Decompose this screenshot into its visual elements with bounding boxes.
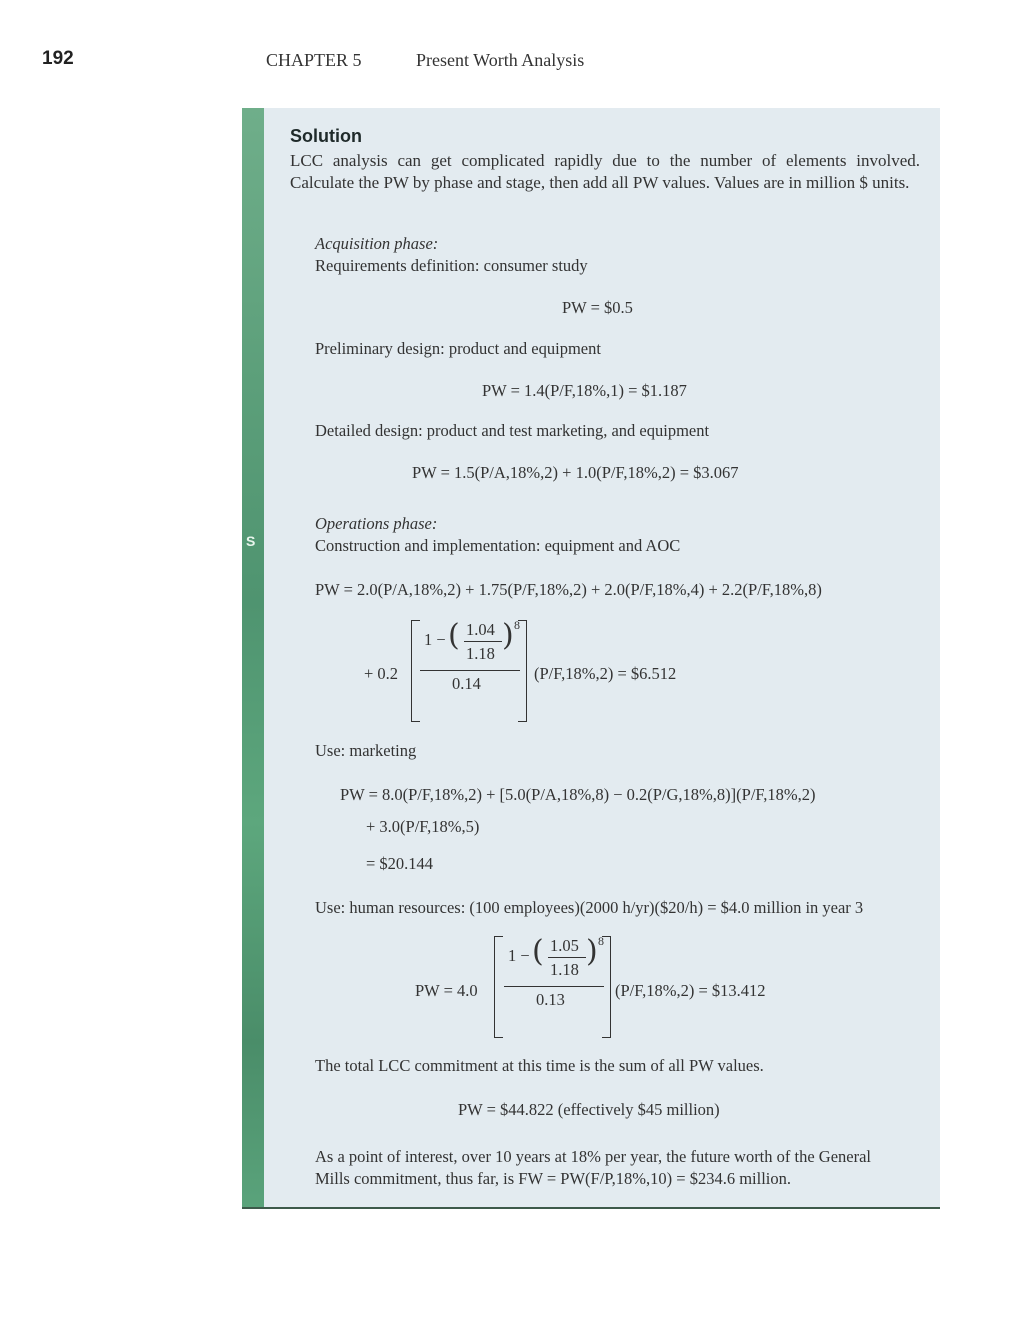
equation-4-right-bracket (518, 620, 527, 722)
equation-6-left-bracket (494, 936, 503, 1038)
equation-4-inner-bar (464, 641, 502, 642)
intro-paragraph: LCC analysis can get complicated rapidly due to the number of elements involved. Calculate the PW by phase and stage, then add all PW values. Values are in million $ units. (290, 151, 920, 192)
acquisition-phase-label: Acquisition phase: (315, 234, 439, 253)
equation-6-tail: (P/F,18%,2) = $13.412 (615, 981, 766, 1000)
requirements-definition-text: Requirements definition: consumer study (315, 256, 588, 275)
equation-4-numerator-prefix: 1 − (424, 630, 446, 649)
equation-6-main-bar (504, 986, 604, 987)
equation-2: PW = 1.4(P/F,18%,1) = $1.187 (482, 381, 687, 400)
equation-6-inner-bottom: 1.18 (550, 960, 579, 979)
equation-5-line-1: PW = 8.0(P/F,18%,2) + [5.0(P/A,18%,8) − 0.2(P/G,18%,8)](P/F,18%,2) (340, 785, 816, 804)
use-marketing-text: Use: marketing (315, 741, 417, 760)
equation-6-right-paren: ) (586, 934, 598, 969)
equation-6-right-bracket (602, 936, 611, 1038)
solution-panel (242, 108, 940, 1209)
use-human-resources-text: Use: human resources: (100 employees)(2000 h/yr)($20/h) = $4.0 million in year 3 (315, 898, 864, 917)
side-stripe (242, 108, 264, 1207)
equation-6-denominator: 0.13 (536, 990, 565, 1009)
page-number: 192 (42, 48, 74, 69)
equation-3: PW = 1.5(P/A,18%,2) + 1.0(P/F,18%,2) = $3.067 (412, 463, 739, 482)
equation-4-right-paren: ) (502, 618, 514, 653)
equation-4-left-paren: ( (448, 618, 460, 653)
equation-4-main-bar (420, 670, 520, 671)
equation-4-left-bracket (411, 620, 420, 722)
construction-text: Construction and implementation: equipment and AOC (315, 536, 681, 555)
equation-1: PW = $0.5 (562, 298, 633, 317)
chapter-label: CHAPTER 5 (266, 50, 362, 70)
detailed-design-text: Detailed design: product and test marketing, and equipment (315, 421, 710, 440)
equation-6-left-paren: ( (532, 934, 544, 969)
closing-line-2: Mills commitment, thus far, is FW = PW(F/P,18%,10) = $234.6 million. (315, 1169, 791, 1188)
equation-6-inner-top: 1.05 (550, 936, 579, 955)
equation-5-line-2: + 3.0(P/F,18%,5) (366, 817, 480, 836)
equation-7: PW = $44.822 (effectively $45 million) (458, 1100, 720, 1119)
equation-6-inner-bar (548, 957, 586, 958)
equation-4-coefficient: + 0.2 (364, 664, 399, 683)
equation-4-inner-top: 1.04 (466, 620, 495, 639)
equation-4-inner-bottom: 1.18 (466, 644, 495, 663)
equation-6-exponent: 8 (598, 934, 604, 948)
operations-phase-label: Operations phase: (315, 514, 438, 533)
chapter-title: Present Worth Analysis (416, 50, 585, 70)
solution-heading: Solution (290, 126, 362, 146)
closing-line-1: As a point of interest, over 10 years at 18% per year, the future worth of the General (315, 1147, 872, 1166)
equation-6-numerator-prefix: 1 − (508, 946, 530, 965)
stripe-letter: S (246, 533, 256, 549)
preliminary-design-text: Preliminary design: product and equipment (315, 339, 601, 358)
total-lcc-text: The total LCC commitment at this time is the sum of all PW values. (315, 1056, 764, 1075)
equation-4-exponent: 8 (514, 618, 520, 632)
equation-4-denominator: 0.14 (452, 674, 481, 693)
equation-6-lhs: PW = 4.0 (415, 981, 478, 1000)
equation-4-tail: (P/F,18%,2) = $6.512 (534, 664, 677, 683)
equation-5-line-3: = $20.144 (366, 854, 434, 873)
equation-4-line-1: PW = 2.0(P/A,18%,2) + 1.75(P/F,18%,2) + 2.0(P/F,18%,4) + 2.2(P/F,18%,8) (315, 580, 822, 599)
